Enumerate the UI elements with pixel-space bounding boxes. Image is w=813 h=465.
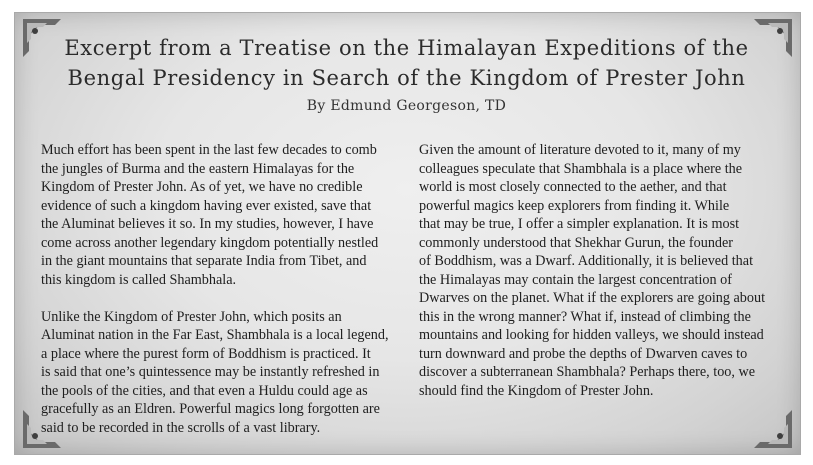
right-column — [419, 141, 781, 400]
paragraph: Unlike the Kingdom of Prester John, which posits an Aluminat nation in the Far East, Shambhala is a local legend, a place where the purest form of Boddhism is practiced. It is said that one’s quintessence may be instantly refreshed in the pools of the cities, and that even a Huldu could age as gracefully as an Eldren. Powerful magics long forgotten are said to be recorded in the scrolls of a vast library. — [41, 308, 389, 436]
left-column — [41, 141, 403, 437]
document-title-line-1: Excerpt from a Treatise on the Himalayan Expeditions of the — [64, 36, 749, 60]
author-byline: By Edmund Georgeson, TD — [306, 98, 507, 114]
ornamental-corner-icon — [752, 408, 794, 450]
document-title-line-2: Bengal Presidency in Search of the Kingdom of Prester John — [67, 66, 746, 90]
paragraph: Given the amount of literature devoted to it, many of my colleagues speculate that Shambhala is a place where the world is most closely connected to the aether, and that powerful magics keep explorers from finding it. While that may be true, I offer a simpler explanation. It is most commonly understood that Shekhar Gurun, the founder of Boddhism, was a Dwarf. Additionally, it is believed that the Himalayas may contain the largest concentration of Dwarves on the planet. What if the explorers are going about this in the wrong manner? What if, instead of climbing the mountains and looking for hidden valleys, we should instead turn downward and probe the depths of Dwarven caves to discover a subterranean Shambhala? Perhaps there, too, we should find the Kingdom of Prester John. — [419, 142, 766, 399]
paragraph: Much effort has been spent in the last few decades to comb the jungles of Burma and the eastern Himalayas for the Kingdom of Prester John. As of yet, we have no credible evidence of such a kingdom having ever existed, save that the Aluminat believes it so. In my studies, however, I have come across another legendary kingdom potentially nestled in the giant mountains that separate India from Tibet, and this kingdom is called Shambhala. — [41, 142, 379, 288]
